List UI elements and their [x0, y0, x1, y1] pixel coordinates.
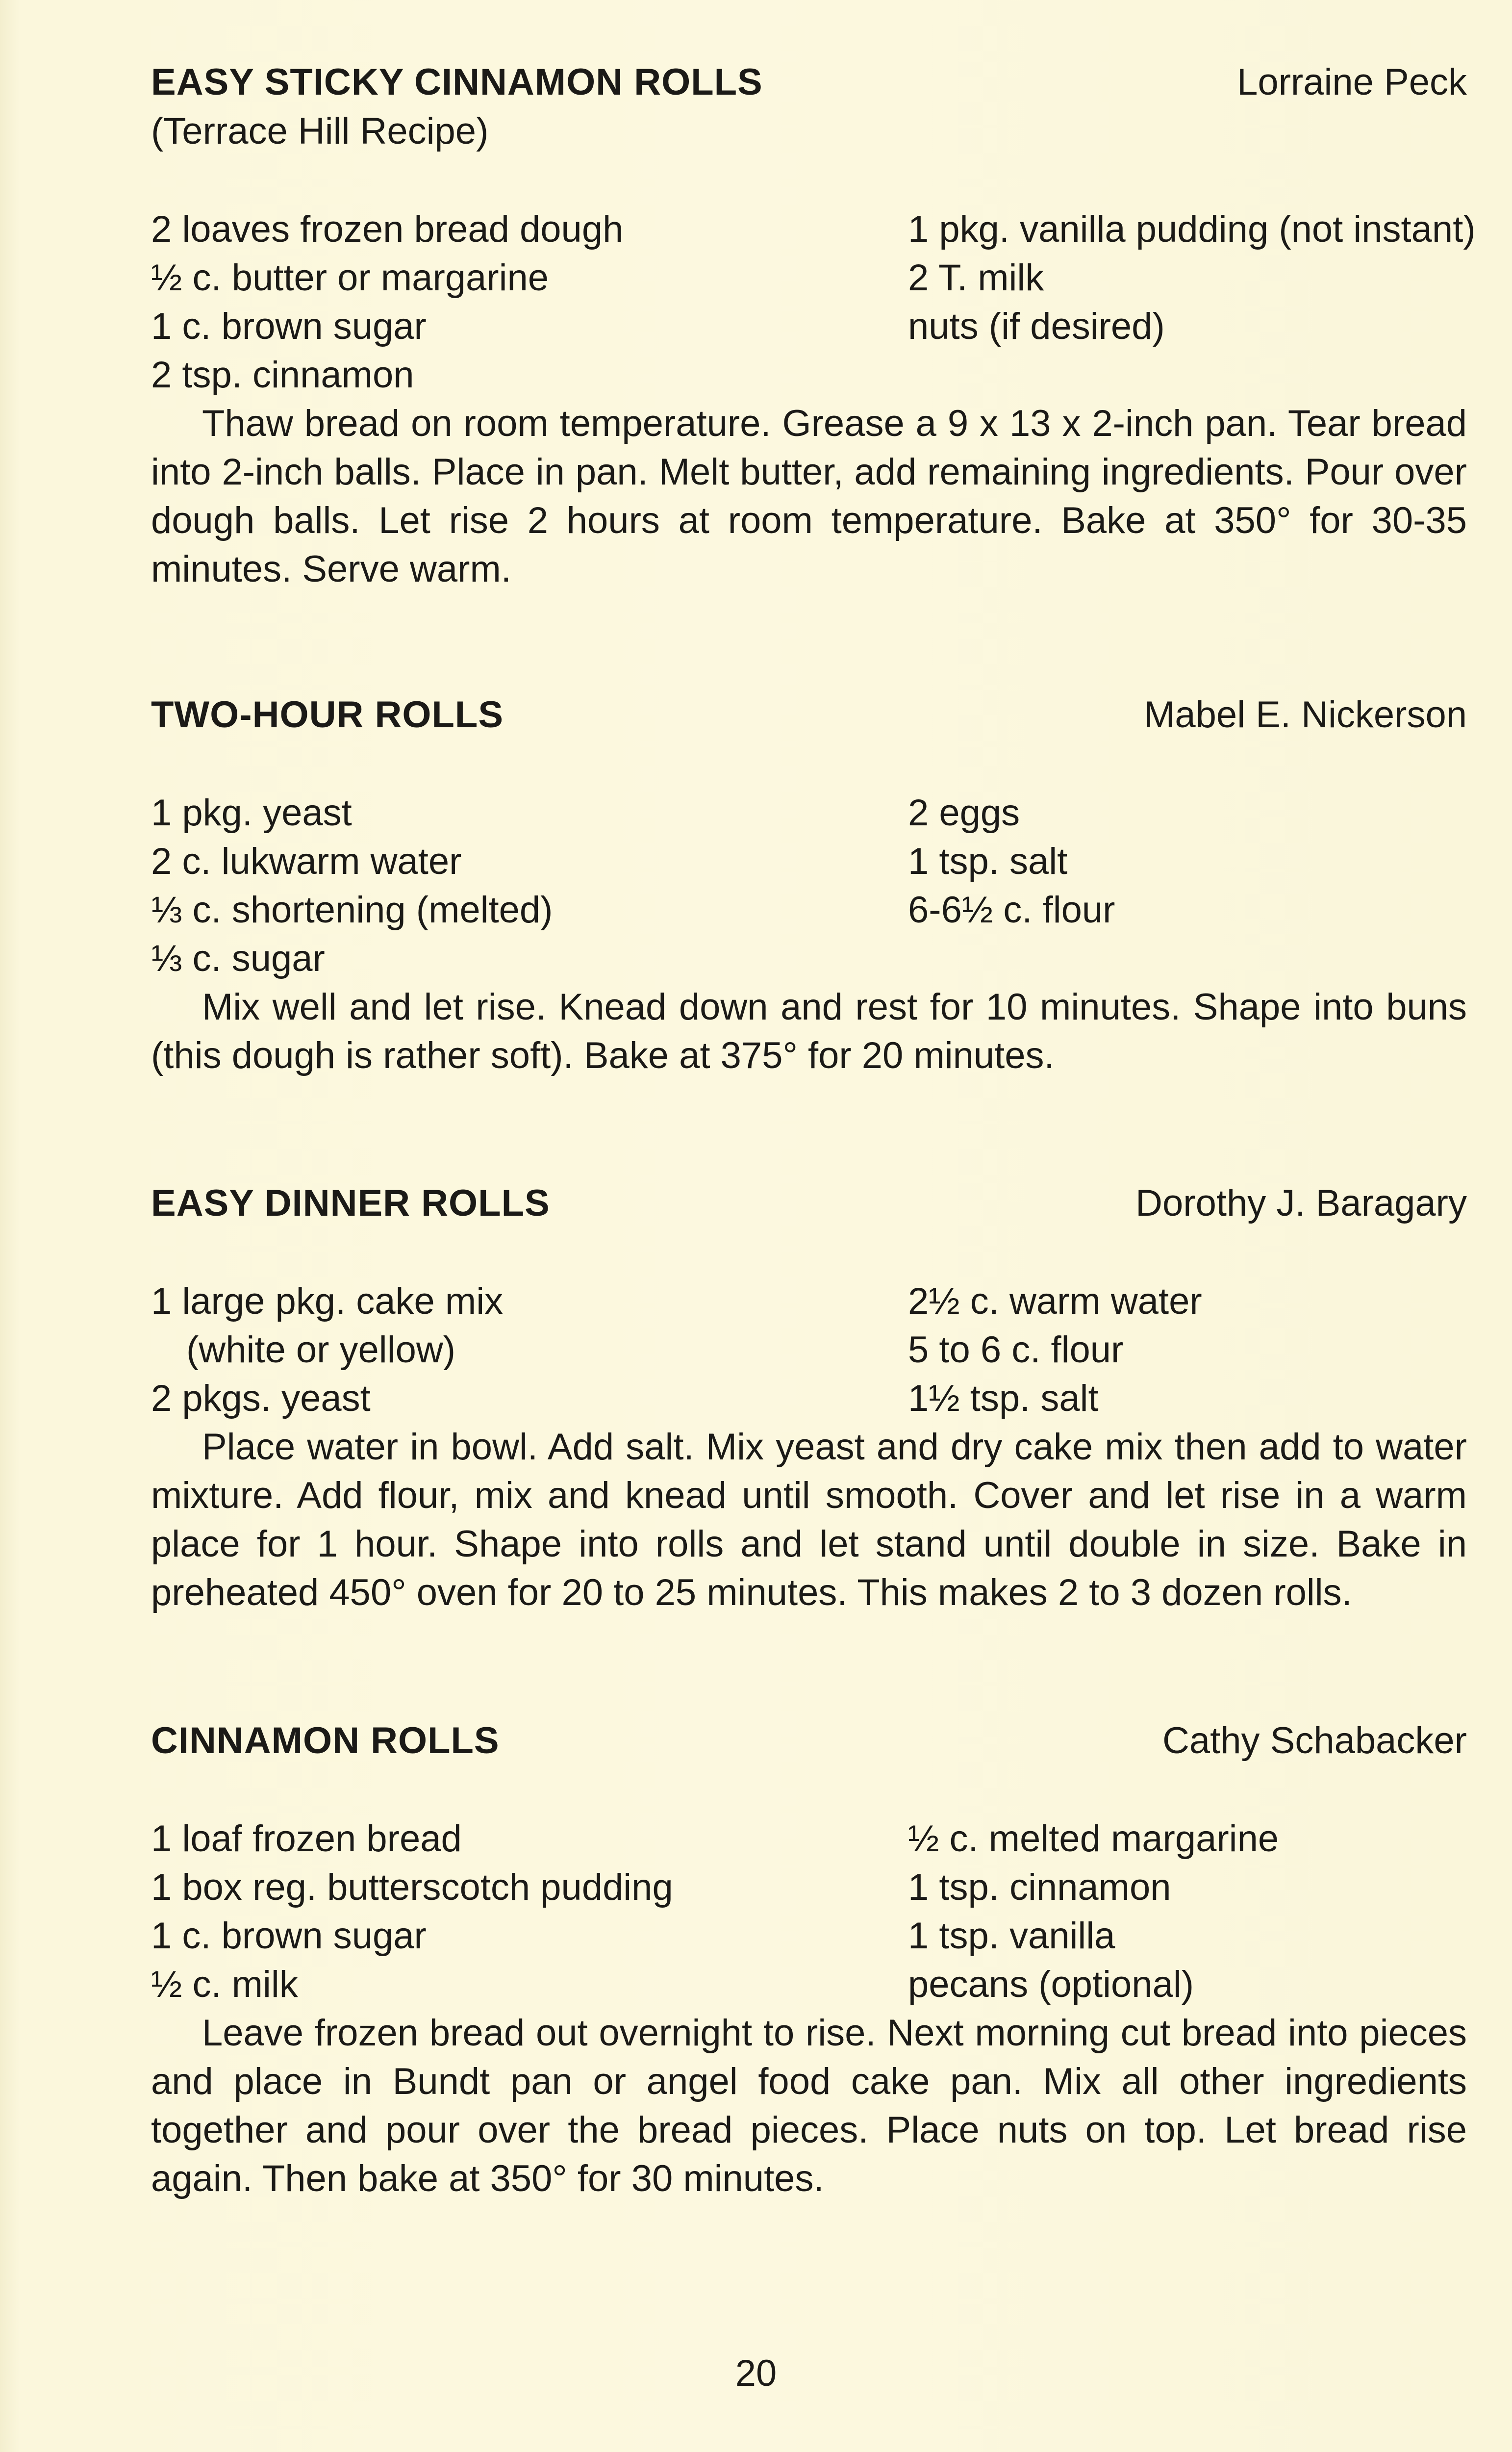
page-number: 20	[735, 2352, 777, 2394]
recipe-header	[151, 690, 1467, 740]
ingredient-column-right	[908, 789, 1467, 934]
ingredient-item: 1 tsp. vanilla	[908, 1915, 1115, 1957]
recipe-author: Mabel E. Nickerson	[1144, 694, 1467, 736]
ingredient-item: nuts (if desired)	[908, 306, 1165, 347]
recipe-author: Lorraine Peck	[1237, 61, 1467, 103]
ingredient-item: 1 c. brown sugar	[151, 306, 427, 347]
ingredient-list	[151, 1814, 1467, 2009]
ingredient-item: ½ c. butter or margarine	[151, 257, 549, 299]
ingredient-column-left	[151, 789, 886, 983]
ingredient-item: 2 eggs	[908, 792, 1020, 834]
recipe-title: CINNAMON ROLLS	[151, 1720, 500, 1762]
ingredient-item: 2 tsp. cinnamon	[151, 354, 414, 396]
recipe-directions: Thaw bread on room temperature. Grease a 9 x 13 x 2-inch pan. Tear bread into 2-inch balls. Place in pan. Melt butter, add remaining ingredients. Pour over dough balls. Let rise 2 hours at room temperature. Bake at 350° for 30-35 minutes. Serve warm.	[151, 403, 1467, 590]
ingredient-column-left	[151, 205, 886, 399]
ingredient-item: ½ c. milk	[151, 1964, 298, 2005]
ingredient-list	[151, 1277, 1467, 1423]
ingredient-list	[151, 205, 1476, 399]
ingredient-item: 2½ c. warm water	[908, 1280, 1202, 1322]
ingredient-item: 1 pkg. yeast	[151, 792, 352, 834]
ingredient-item: 2 loaves frozen bread dough	[151, 208, 624, 250]
recipe-header	[151, 58, 1467, 107]
ingredient-item: 1 tsp. salt	[908, 841, 1068, 882]
ingredient-item: 5 to 6 c. flour	[908, 1329, 1124, 1371]
recipe-directions: Mix well and let rise. Knead down and rest for 10 minutes. Shape into buns (this dough is rather soft). Bake at 375° for 20 minutes.	[151, 986, 1467, 1076]
ingredient-item: 6-6½ c. flour	[908, 889, 1115, 931]
recipe-two-hour-rolls	[151, 690, 1467, 1080]
recipe-header	[151, 1716, 1467, 1765]
recipe-cinnamon-rolls	[151, 1716, 1467, 2203]
recipe-easy-sticky-cinnamon-rolls	[151, 58, 1476, 593]
ingredient-column-left	[151, 1277, 886, 1423]
ingredient-item: 1 large pkg. cake mix	[151, 1280, 504, 1322]
recipe-header	[151, 1179, 1467, 1228]
ingredient-item: 1 box reg. butterscotch pudding	[151, 1866, 673, 1908]
recipe-title: EASY DINNER ROLLS	[151, 1182, 550, 1224]
ingredient-item: 1 pkg. vanilla pudding (not instant)	[908, 208, 1476, 250]
ingredient-item: (white or yellow)	[186, 1329, 456, 1371]
ingredient-column-right	[908, 1277, 1467, 1423]
ingredient-column-right	[908, 1814, 1467, 2009]
ingredient-item: 2 pkgs. yeast	[151, 1378, 371, 1419]
recipe-directions: Leave frozen bread out overnight to rise. Next morning cut bread into pieces and place in Bundt pan or angel food cake pan. Mix all other ingredients together and pour over the bread pieces. Place nuts on top. Let bread rise again. Then bake at 350° for 30 minutes.	[151, 2012, 1467, 2199]
recipe-easy-dinner-rolls	[151, 1179, 1467, 1617]
recipe-author: Dorothy J. Baragary	[1135, 1182, 1467, 1224]
ingredient-item: 2 T. milk	[908, 257, 1044, 299]
recipe-directions: Place water in bowl. Add salt. Mix yeast and dry cake mix then add to water mixture. Add flour, mix and knead until smooth. Cover and let rise in a warm place for 1 hour. Shape into rolls and let stand until double in size. Bake in preheated 450° oven for 20 to 25 minutes. This makes 2 to 3 dozen rolls.	[151, 1426, 1467, 1613]
ingredient-column-right	[908, 205, 1476, 351]
ingredient-item: ⅓ c. shortening (melted)	[151, 889, 553, 931]
recipe-author: Cathy Schabacker	[1162, 1720, 1467, 1762]
ingredient-item: 1½ tsp. salt	[908, 1378, 1099, 1419]
ingredient-item: ½ c. melted margarine	[908, 1818, 1279, 1860]
recipe-title: EASY STICKY CINNAMON ROLLS	[151, 61, 763, 103]
recipe-title: TWO-HOUR ROLLS	[151, 694, 504, 736]
ingredient-item: 2 c. lukwarm water	[151, 841, 462, 882]
ingredient-item: 1 c. brown sugar	[151, 1915, 427, 1957]
ingredient-column-left	[151, 1814, 886, 2009]
ingredient-item: ⅓ c. sugar	[151, 938, 325, 979]
ingredient-list	[151, 789, 1467, 983]
ingredient-item: 1 loaf frozen bread	[151, 1818, 462, 1860]
ingredient-item: pecans (optional)	[908, 1964, 1194, 2005]
recipe-subtitle: (Terrace Hill Recipe)	[151, 110, 489, 152]
ingredient-item: 1 tsp. cinnamon	[908, 1866, 1171, 1908]
